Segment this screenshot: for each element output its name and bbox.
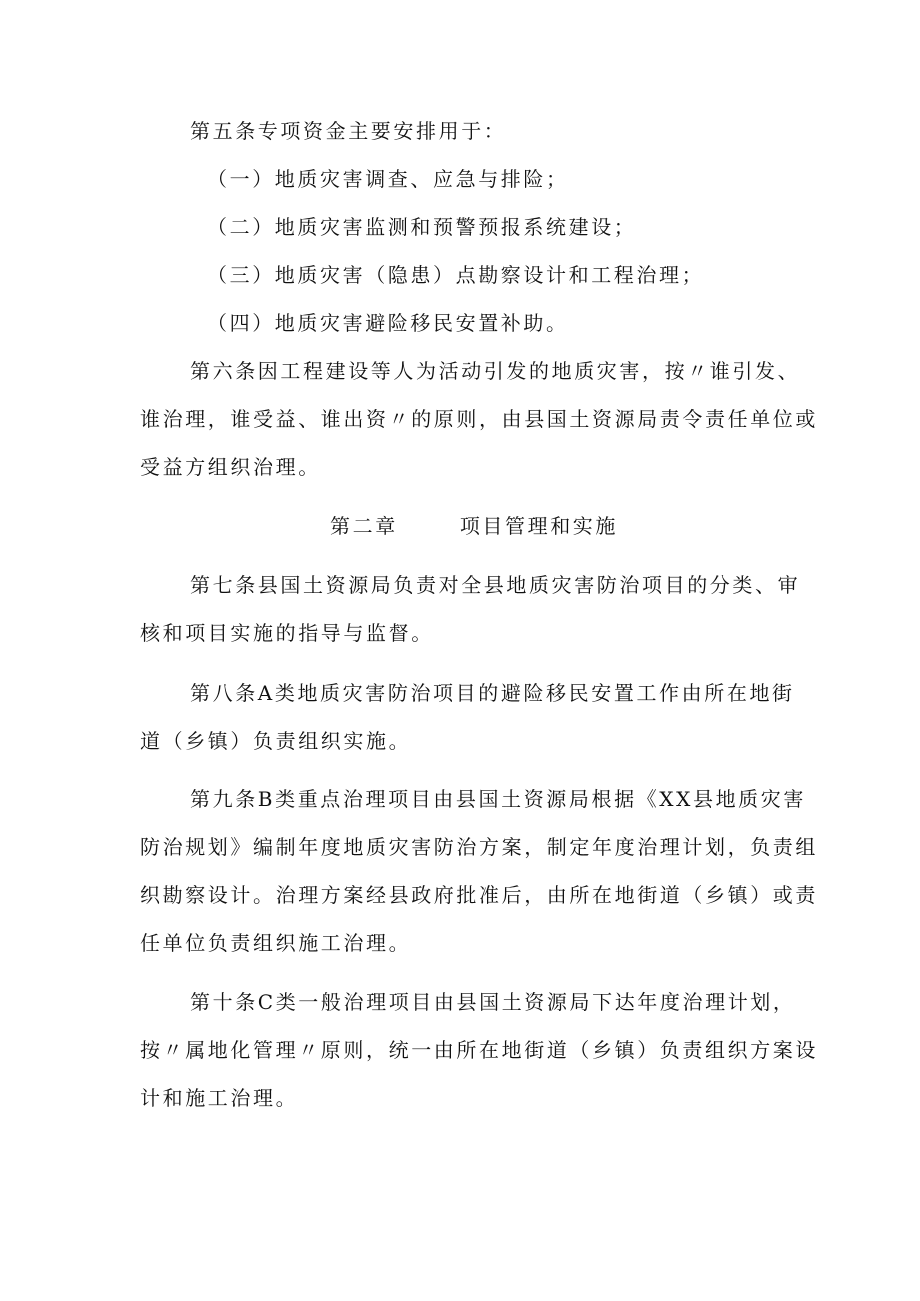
chapter-title: 项目管理和实施: [459, 514, 619, 538]
article-10-line-2: 按〃属地化管理〃原则，统一由所在地街道（乡镇）负责组织方案设: [140, 1038, 818, 1062]
article-6-line-3: 受益方组织治理。: [140, 455, 321, 479]
article-6-line-2: 谁治理，谁受益、谁出资〃的原则，由县国土资源局责令责任单位或: [140, 407, 818, 431]
article-7-line-1: 第七条县国土资源局负责对全县地质灾害防治项目的分类、审: [190, 573, 801, 597]
article-9-line-4: 任单位负责组织施工治理。: [140, 931, 412, 955]
article-10-line-1: 第十条C类一般治理项目由县国土资源局下达年度治理计划，: [190, 990, 796, 1014]
article-8-line-2: 道（乡镇）负责组织实施。: [140, 729, 412, 753]
article-5-item-1: （一）地质灾害调查、应急与排险；: [207, 167, 569, 191]
article-5-lead: 第五条专项资金主要安排用于：: [190, 119, 507, 143]
article-5-item-4: （四）地质灾害避险移民安置补助。: [207, 311, 569, 335]
article-5-item-2: （二）地质灾害监测和预警预报系统建设；: [207, 215, 637, 239]
chapter-heading: [330, 514, 618, 538]
article-9-line-1: 第九条B类重点治理项目由县国土资源局根据《XX县地质灾害: [190, 787, 806, 811]
article-9-line-2: 防治规划》编制年度地质灾害防治方案，制定年度治理计划，负责组: [140, 835, 818, 859]
article-6-line-1: 第六条因工程建设等人为活动引发的地质灾害，按〃谁引发、: [190, 359, 801, 383]
article-9-line-3: 织勘察设计。治理方案经县政府批准后，由所在地街道（乡镇）或责: [140, 883, 818, 907]
article-10-line-3: 计和施工治理。: [140, 1086, 299, 1110]
article-5-item-3: （三）地质灾害（隐患）点勘察设计和工程治理；: [207, 263, 705, 287]
article-8-line-1: 第八条A类地质灾害防治项目的避险移民安置工作由所在地街: [190, 681, 795, 705]
article-7-line-2: 核和项目实施的指导与监督。: [140, 621, 434, 645]
chapter-number: 第二章: [330, 514, 398, 538]
